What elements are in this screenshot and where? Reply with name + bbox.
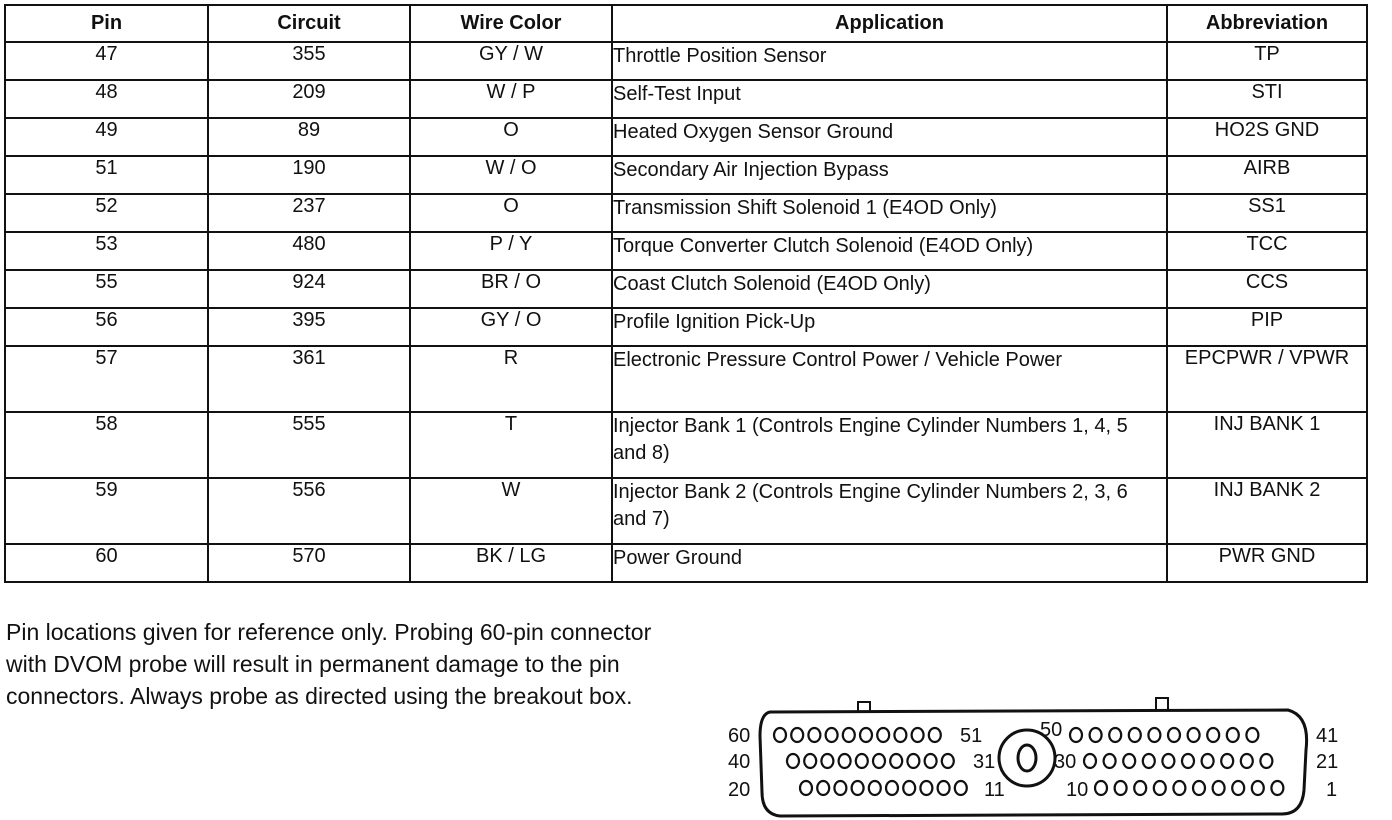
circuit-cell: 237 bbox=[208, 194, 410, 232]
pin-hole bbox=[1123, 754, 1135, 768]
abbreviation-cell: TP bbox=[1167, 42, 1367, 80]
application-cell: Injector Bank 1 (Controls Engine Cylinder Numbers 1, 4, 5 and 8) bbox=[612, 412, 1167, 478]
pin-label-30: 30 bbox=[1054, 751, 1077, 773]
wire-color-cell: O bbox=[410, 194, 612, 232]
pin-hole bbox=[886, 781, 898, 795]
table-row bbox=[5, 118, 1367, 156]
pin-hole bbox=[925, 754, 937, 768]
pin-label-21: 21 bbox=[1316, 751, 1339, 773]
pin-hole bbox=[1148, 728, 1160, 742]
abbreviation-cell: STI bbox=[1167, 80, 1367, 118]
pin-cell: 57 bbox=[5, 346, 208, 412]
pin-hole bbox=[1252, 781, 1264, 795]
pin-hole bbox=[938, 781, 950, 795]
circuit-cell: 190 bbox=[208, 156, 410, 194]
pin-hole bbox=[894, 728, 906, 742]
pin-cell: 49 bbox=[5, 118, 208, 156]
pin-hole bbox=[1241, 754, 1253, 768]
abbreviation-cell: INJ BANK 2 bbox=[1167, 478, 1367, 544]
pin-hole bbox=[1193, 781, 1205, 795]
table-row bbox=[5, 156, 1367, 194]
table-row bbox=[5, 346, 1367, 412]
pin-cell: 56 bbox=[5, 308, 208, 346]
pin-cell: 60 bbox=[5, 544, 208, 582]
pin-hole bbox=[787, 754, 799, 768]
pin-hole bbox=[1188, 728, 1200, 742]
pin-hole bbox=[1232, 781, 1244, 795]
circuit-cell: 570 bbox=[208, 544, 410, 582]
pin-hole bbox=[907, 754, 919, 768]
table-row bbox=[5, 308, 1367, 346]
pin-label-51: 51 bbox=[960, 725, 983, 747]
application-cell: Throttle Position Sensor bbox=[612, 42, 1167, 80]
pin-hole bbox=[852, 781, 864, 795]
table-row bbox=[5, 478, 1367, 544]
pin-hole bbox=[817, 781, 829, 795]
pin-hole bbox=[1162, 754, 1174, 768]
pin-hole bbox=[843, 728, 855, 742]
pin-hole bbox=[1271, 781, 1283, 795]
table-row bbox=[5, 270, 1367, 308]
pin-label-11: 11 bbox=[984, 779, 1005, 801]
abbreviation-cell: AIRB bbox=[1167, 156, 1367, 194]
header-wire-color: Wire Color bbox=[410, 5, 612, 42]
pin-hole bbox=[1070, 728, 1082, 742]
pin-hole bbox=[1104, 754, 1116, 768]
table-row bbox=[5, 232, 1367, 270]
wire-color-cell: P / Y bbox=[410, 232, 612, 270]
application-cell: Power Ground bbox=[612, 544, 1167, 582]
pin-hole bbox=[1246, 728, 1258, 742]
pin-label-41: 41 bbox=[1316, 725, 1339, 747]
wire-color-cell: R bbox=[410, 346, 612, 412]
connector-latch-right bbox=[1156, 698, 1168, 710]
connector-outline bbox=[760, 710, 1307, 816]
circuit-cell: 480 bbox=[208, 232, 410, 270]
circuit-cell: 395 bbox=[208, 308, 410, 346]
abbreviation-cell: CCS bbox=[1167, 270, 1367, 308]
header-application: Application bbox=[612, 5, 1167, 42]
pin-hole bbox=[877, 728, 889, 742]
wire-color-cell: W / P bbox=[410, 80, 612, 118]
pin-hole bbox=[912, 728, 924, 742]
pin-hole bbox=[1134, 781, 1146, 795]
pin-hole bbox=[1115, 781, 1127, 795]
wire-color-cell: T bbox=[410, 412, 612, 478]
pin-hole bbox=[839, 754, 851, 768]
wire-color-cell: BK / LG bbox=[410, 544, 612, 582]
circuit-cell: 355 bbox=[208, 42, 410, 80]
table-row bbox=[5, 412, 1367, 478]
pin-hole bbox=[826, 728, 838, 742]
abbreviation-cell: EPCPWR / VPWR bbox=[1167, 346, 1367, 412]
abbreviation-cell: INJ BANK 1 bbox=[1167, 412, 1367, 478]
application-cell: Injector Bank 2 (Controls Engine Cylinder Numbers 2, 3, 6 and 7) bbox=[612, 478, 1167, 544]
pin-hole bbox=[942, 754, 954, 768]
pin-cell: 48 bbox=[5, 80, 208, 118]
pin-hole bbox=[1207, 728, 1219, 742]
pin-label-10: 10 bbox=[1066, 779, 1089, 801]
application-cell: Torque Converter Clutch Solenoid (E4OD Only) bbox=[612, 232, 1167, 270]
abbreviation-cell: PIP bbox=[1167, 308, 1367, 346]
pin-hole bbox=[869, 781, 881, 795]
application-cell: Electronic Pressure Control Power / Vehicle Power bbox=[612, 346, 1167, 412]
application-cell: Transmission Shift Solenoid 1 (E4OD Only) bbox=[612, 194, 1167, 232]
connector-diagram bbox=[720, 690, 1350, 818]
pin-hole bbox=[1260, 754, 1272, 768]
pin-label-1: 1 bbox=[1326, 779, 1338, 801]
pin-hole bbox=[1227, 728, 1239, 742]
wire-color-cell: GY / O bbox=[410, 308, 612, 346]
pin-cell: 55 bbox=[5, 270, 208, 308]
abbreviation-cell: HO2S GND bbox=[1167, 118, 1367, 156]
circuit-cell: 556 bbox=[208, 478, 410, 544]
pin-hole bbox=[1213, 781, 1225, 795]
pin-hole bbox=[955, 781, 967, 795]
pin-hole bbox=[1095, 781, 1107, 795]
pin-cell: 51 bbox=[5, 156, 208, 194]
pin-hole bbox=[903, 781, 915, 795]
pin-label-20: 20 bbox=[728, 779, 751, 801]
table-row bbox=[5, 80, 1367, 118]
pin-label-40: 40 bbox=[728, 751, 751, 773]
pin-table bbox=[4, 4, 1368, 583]
pin-cell: 47 bbox=[5, 42, 208, 80]
application-cell: Secondary Air Injection Bypass bbox=[612, 156, 1167, 194]
pin-hole bbox=[1182, 754, 1194, 768]
pin-hole bbox=[1154, 781, 1166, 795]
wire-color-cell: GY / W bbox=[410, 42, 612, 80]
pin-hole bbox=[920, 781, 932, 795]
application-cell: Heated Oxygen Sensor Ground bbox=[612, 118, 1167, 156]
abbreviation-cell: PWR GND bbox=[1167, 544, 1367, 582]
wire-color-cell: BR / O bbox=[410, 270, 612, 308]
abbreviation-cell: SS1 bbox=[1167, 194, 1367, 232]
pin-hole bbox=[1084, 754, 1096, 768]
wire-color-cell: W / O bbox=[410, 156, 612, 194]
circuit-cell: 555 bbox=[208, 412, 410, 478]
application-cell: Coast Clutch Solenoid (E4OD Only) bbox=[612, 270, 1167, 308]
pin-hole bbox=[808, 728, 820, 742]
pin-hole bbox=[890, 754, 902, 768]
application-cell: Self-Test Input bbox=[612, 80, 1167, 118]
pin-cell: 59 bbox=[5, 478, 208, 544]
pin-hole bbox=[929, 728, 941, 742]
pin-hole bbox=[800, 781, 812, 795]
pin-hole bbox=[821, 754, 833, 768]
pin-cell: 53 bbox=[5, 232, 208, 270]
application-cell: Profile Ignition Pick-Up bbox=[612, 308, 1167, 346]
table-row bbox=[5, 42, 1367, 80]
abbreviation-cell: TCC bbox=[1167, 232, 1367, 270]
pin-hole bbox=[1143, 754, 1155, 768]
pin-hole bbox=[1173, 781, 1185, 795]
pin-hole bbox=[1109, 728, 1121, 742]
wire-color-cell: W bbox=[410, 478, 612, 544]
header-circuit: Circuit bbox=[208, 5, 410, 42]
pin-hole bbox=[791, 728, 803, 742]
header-row bbox=[5, 5, 1367, 42]
wire-color-cell: O bbox=[410, 118, 612, 156]
reference-note: Pin locations given for reference only. Probing 60-pin connector with DVOM probe will result in permanent damage to the pin connectors. Always probe as directed using the breakout box. bbox=[6, 619, 652, 709]
header-abbreviation: Abbreviation bbox=[1167, 5, 1367, 42]
pin-hole bbox=[873, 754, 885, 768]
table-row bbox=[5, 194, 1367, 232]
pin-hole bbox=[860, 728, 872, 742]
pin-hole bbox=[1168, 728, 1180, 742]
pin-hole bbox=[1090, 728, 1102, 742]
pin-hole bbox=[774, 728, 786, 742]
connector-key-pin bbox=[1018, 745, 1036, 771]
pin-cell: 52 bbox=[5, 194, 208, 232]
pin-label-60: 60 bbox=[728, 725, 751, 747]
pin-cell: 58 bbox=[5, 412, 208, 478]
pin-label-50: 50 bbox=[1040, 719, 1063, 741]
header-pin: Pin bbox=[5, 5, 208, 42]
circuit-cell: 924 bbox=[208, 270, 410, 308]
circuit-cell: 209 bbox=[208, 80, 410, 118]
pin-label-31: 31 bbox=[973, 751, 996, 773]
pin-hole bbox=[804, 754, 816, 768]
pin-hole bbox=[1221, 754, 1233, 768]
table-row bbox=[5, 544, 1367, 582]
pin-hole bbox=[1202, 754, 1214, 768]
pin-hole bbox=[834, 781, 846, 795]
pin-hole bbox=[856, 754, 868, 768]
circuit-cell: 361 bbox=[208, 346, 410, 412]
circuit-cell: 89 bbox=[208, 118, 410, 156]
pin-hole bbox=[1129, 728, 1141, 742]
